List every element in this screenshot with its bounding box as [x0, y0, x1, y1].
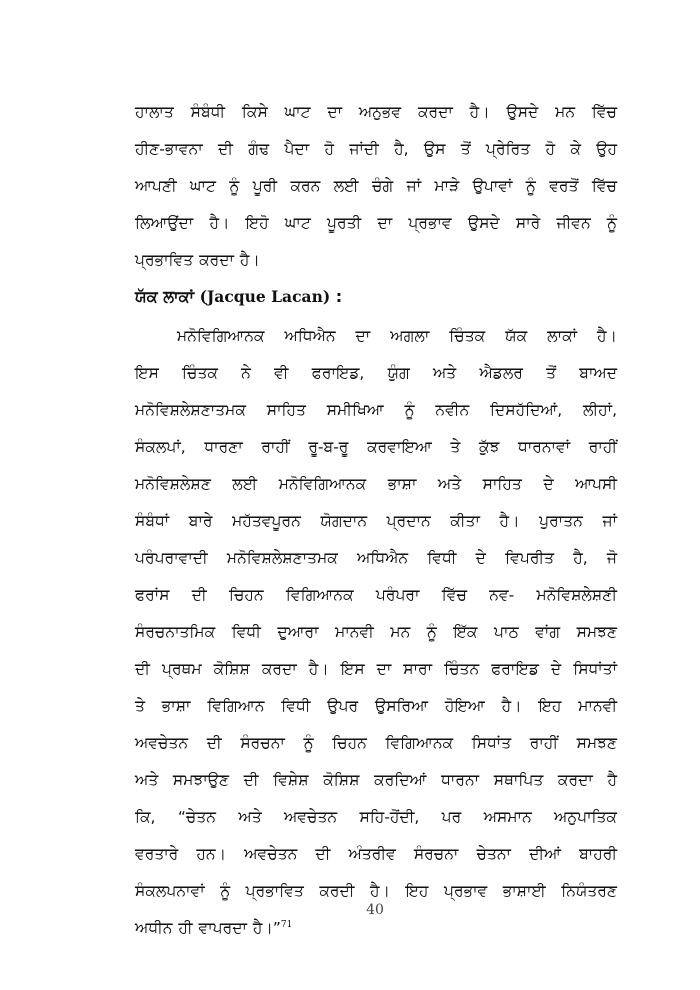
text-line: ਤੇ ਭਾਸ਼ਾ ਵਿਗਿਆਨ ਵਿਧੀ ਉਪਰ ਉਸਰਿਆ ਹੋਇਆ ਹੈ। ਇਹ ਮਾਨਵੀ	[135, 697, 617, 715]
text-line: ਹਾਲਾਤ ਸੰਬੰਧੀ ਕਿਸੇ ਘਾਟ ਦਾ ਅਨੁਭਵ ਕਰਦਾ ਹੈ। ਉਸਦੇ ਮਨ ਵਿੱਚ	[135, 103, 617, 121]
text-line: ਵਰਤਾਰੇ ਹਨ। ਅਵਚੇਤਨ ਦੀ ਅੰਤਰੀਵ ਸੰਰਚਨਾ ਚੇਤਨਾ ਦੀਆਂ ਬਾਹਰੀ	[135, 845, 617, 863]
text-line: ਪ੍ਰਭਾਵਿਤ ਕਰਦਾ ਹੈ।	[135, 251, 260, 269]
text-line: ਮਨੋਵਿਸ਼ਲੇਸ਼ਣਾਤਮਕ ਸਾਹਿਤ ਸਮੀਖਿਆ ਨੂੰ ਨਵੀਨ ਦਿਸਹੱਦਿਆਂ, ਲੀਹਾਂ,	[135, 401, 617, 419]
text-line: ਮਨੋਵਿਗਿਆਨਕ ਅਧਿਐਨ ਦਾ ਅਗਲਾ ਚਿੰਤਕ ਯੱਕ ਲਾਕਾਂ ਹੈ।	[177, 327, 617, 345]
heading-suffix: :	[330, 287, 343, 306]
page-number: 40	[366, 902, 384, 918]
text-line: ਅਵਚੇਤਨ ਦੀ ਸੰਰਚਨਾ ਨੂੰ ਚਿਹਨ ਵਿਗਿਆਨਕ ਸਿਧਾਂਤ ਰਾਹੀਂ ਸਮਝਣ	[135, 734, 617, 752]
section-heading	[135, 282, 342, 312]
text-line: ਅਤੇ ਸਮਝਾਉਣ ਦੀ ਵਿਸ਼ੇਸ਼ ਕੋਸ਼ਿਸ਼ ਕਰਦਿਆਂ ਧਾਰਨਾ ਸਥਾਪਿਤ ਕਰਦਾ ਹੈ	[135, 771, 617, 789]
footnote-reference: 71	[280, 919, 293, 930]
text-line: ਹੀਣ-ਭਾਵਨਾ ਦੀ ਗੰਢ ਪੈਦਾ ਹੋ ਜਾਂਦੀ ਹੈ, ਉਸ ਤੋਂ ਪ੍ਰੇਰਿਤ ਹੋ ਕੇ ਉਹ	[135, 140, 617, 158]
text-line: ਸੰਕਲਪਨਾਵਾਂ ਨੂੰ ਪ੍ਰਭਾਵਿਤ ਕਰਦੀ ਹੈ। ਇਹ ਪ੍ਰਭਾਵ ਭਾਸ਼ਾਈ ਨਿਯੰਤਰਣ	[135, 882, 617, 900]
paragraph-2	[135, 318, 617, 947]
text-line: ਪਰੰਪਰਾਵਾਦੀ ਮਨੋਵਿਸ਼ਲੇਸ਼ਣਾਤਮਕ ਅਧਿਐਨ ਵਿਧੀ ਦੇ ਵਿਪਰੀਤ ਹੈ, ਜੋ	[135, 549, 617, 567]
text-line: ਸੰਰਚਨਾਤਮਿਕ ਵਿਧੀ ਦੁਆਰਾ ਮਾਨਵੀ ਮਨ ਨੂੰ ਇੱਕ ਪਾਠ ਵਾਂਗ ਸਮਝਣ	[135, 623, 617, 641]
text-line: ਸੰਬੰਧਾਂ ਬਾਰੇ ਮਹੱਤਵਪੂਰਨ ਯੋਗਦਾਨ ਪ੍ਰਦਾਨ ਕੀਤਾ ਹੈ। ਪੁਰਾਤਨ ਜਾਂ	[135, 512, 617, 530]
text-line: ਲਿਆਉਂਦਾ ਹੈ। ਇਹੋ ਘਾਟ ਪੂਰਤੀ ਦਾ ਪ੍ਰਭਾਵ ਉਸਦੇ ਸਾਰੇ ਜੀਵਨ ਨੂੰ	[135, 214, 617, 232]
heading-latin: (Jacque Lacan)	[199, 287, 331, 306]
text-line: ਕਿ, “ਚੇਤਨ ਅਤੇ ਅਵਚੇਤਨ ਸਹਿ-ਹੋਂਦੀ, ਪਰ ਅਸਮਾਨ ਅਨੁਪਾਤਿਕ	[135, 808, 617, 826]
text-line: ਮਨੋਵਿਸ਼ਲੇਸ਼ਣ ਲਈ ਮਨੋਵਿਗਿਆਨਕ ਭਾਸ਼ਾ ਅਤੇ ਸਾਹਿਤ ਦੇ ਆਪਸੀ	[135, 475, 617, 493]
paragraph-1	[135, 94, 617, 279]
text-line-content: ਅਧੀਨ ਹੀ ਵਾਪਰਦਾ ਹੈ।”	[135, 919, 281, 937]
text-line: ਸੰਕਲਪਾਂ, ਧਾਰਣਾ ਰਾਹੀਂ ਰੂ-ਬ-ਰੂ ਕਰਵਾਇਆ ਤੇ ਕੁੱਝ ਧਾਰਨਾਵਾਂ ਰਾਹੀਂ	[135, 438, 617, 456]
text-line: ਦੀ ਪ੍ਰਥਮ ਕੋਸ਼ਿਸ਼ ਕਰਦਾ ਹੈ। ਇਸ ਦਾ ਸਾਰਾ ਚਿੰਤਨ ਫਰਾਇਡ ਦੇ ਸਿਧਾਂਤਾਂ	[135, 660, 617, 678]
heading-punjabi: ਯੱਕ ਲਾਕਾਂ	[135, 287, 195, 306]
text-line: ਇਸ ਚਿੰਤਕ ਨੇ ਵੀ ਫਰਾਇਡ, ਯੁੰਗ ਅਤੇ ਐਡਲਰ ਤੋਂ ਬਾਅਦ	[135, 364, 617, 382]
text-line: ਆਪਣੀ ਘਾਟ ਨੂੰ ਪੂਰੀ ਕਰਨ ਲਈ ਚੰਗੇ ਜਾਂ ਮਾੜੇ ਉਪਾਵਾਂ ਨੂੰ ਵਰਤੋਂ ਵਿੱਚ	[135, 177, 617, 195]
text-line: ਫਰਾਂਸ ਦੀ ਚਿਹਨ ਵਿਗਿਆਨਕ ਪਰੰਪਰਾ ਵਿੱਚ ਨਵ- ਮਨੋਵਿਸ਼ਲੇਸ਼ਣੀ	[135, 586, 617, 604]
